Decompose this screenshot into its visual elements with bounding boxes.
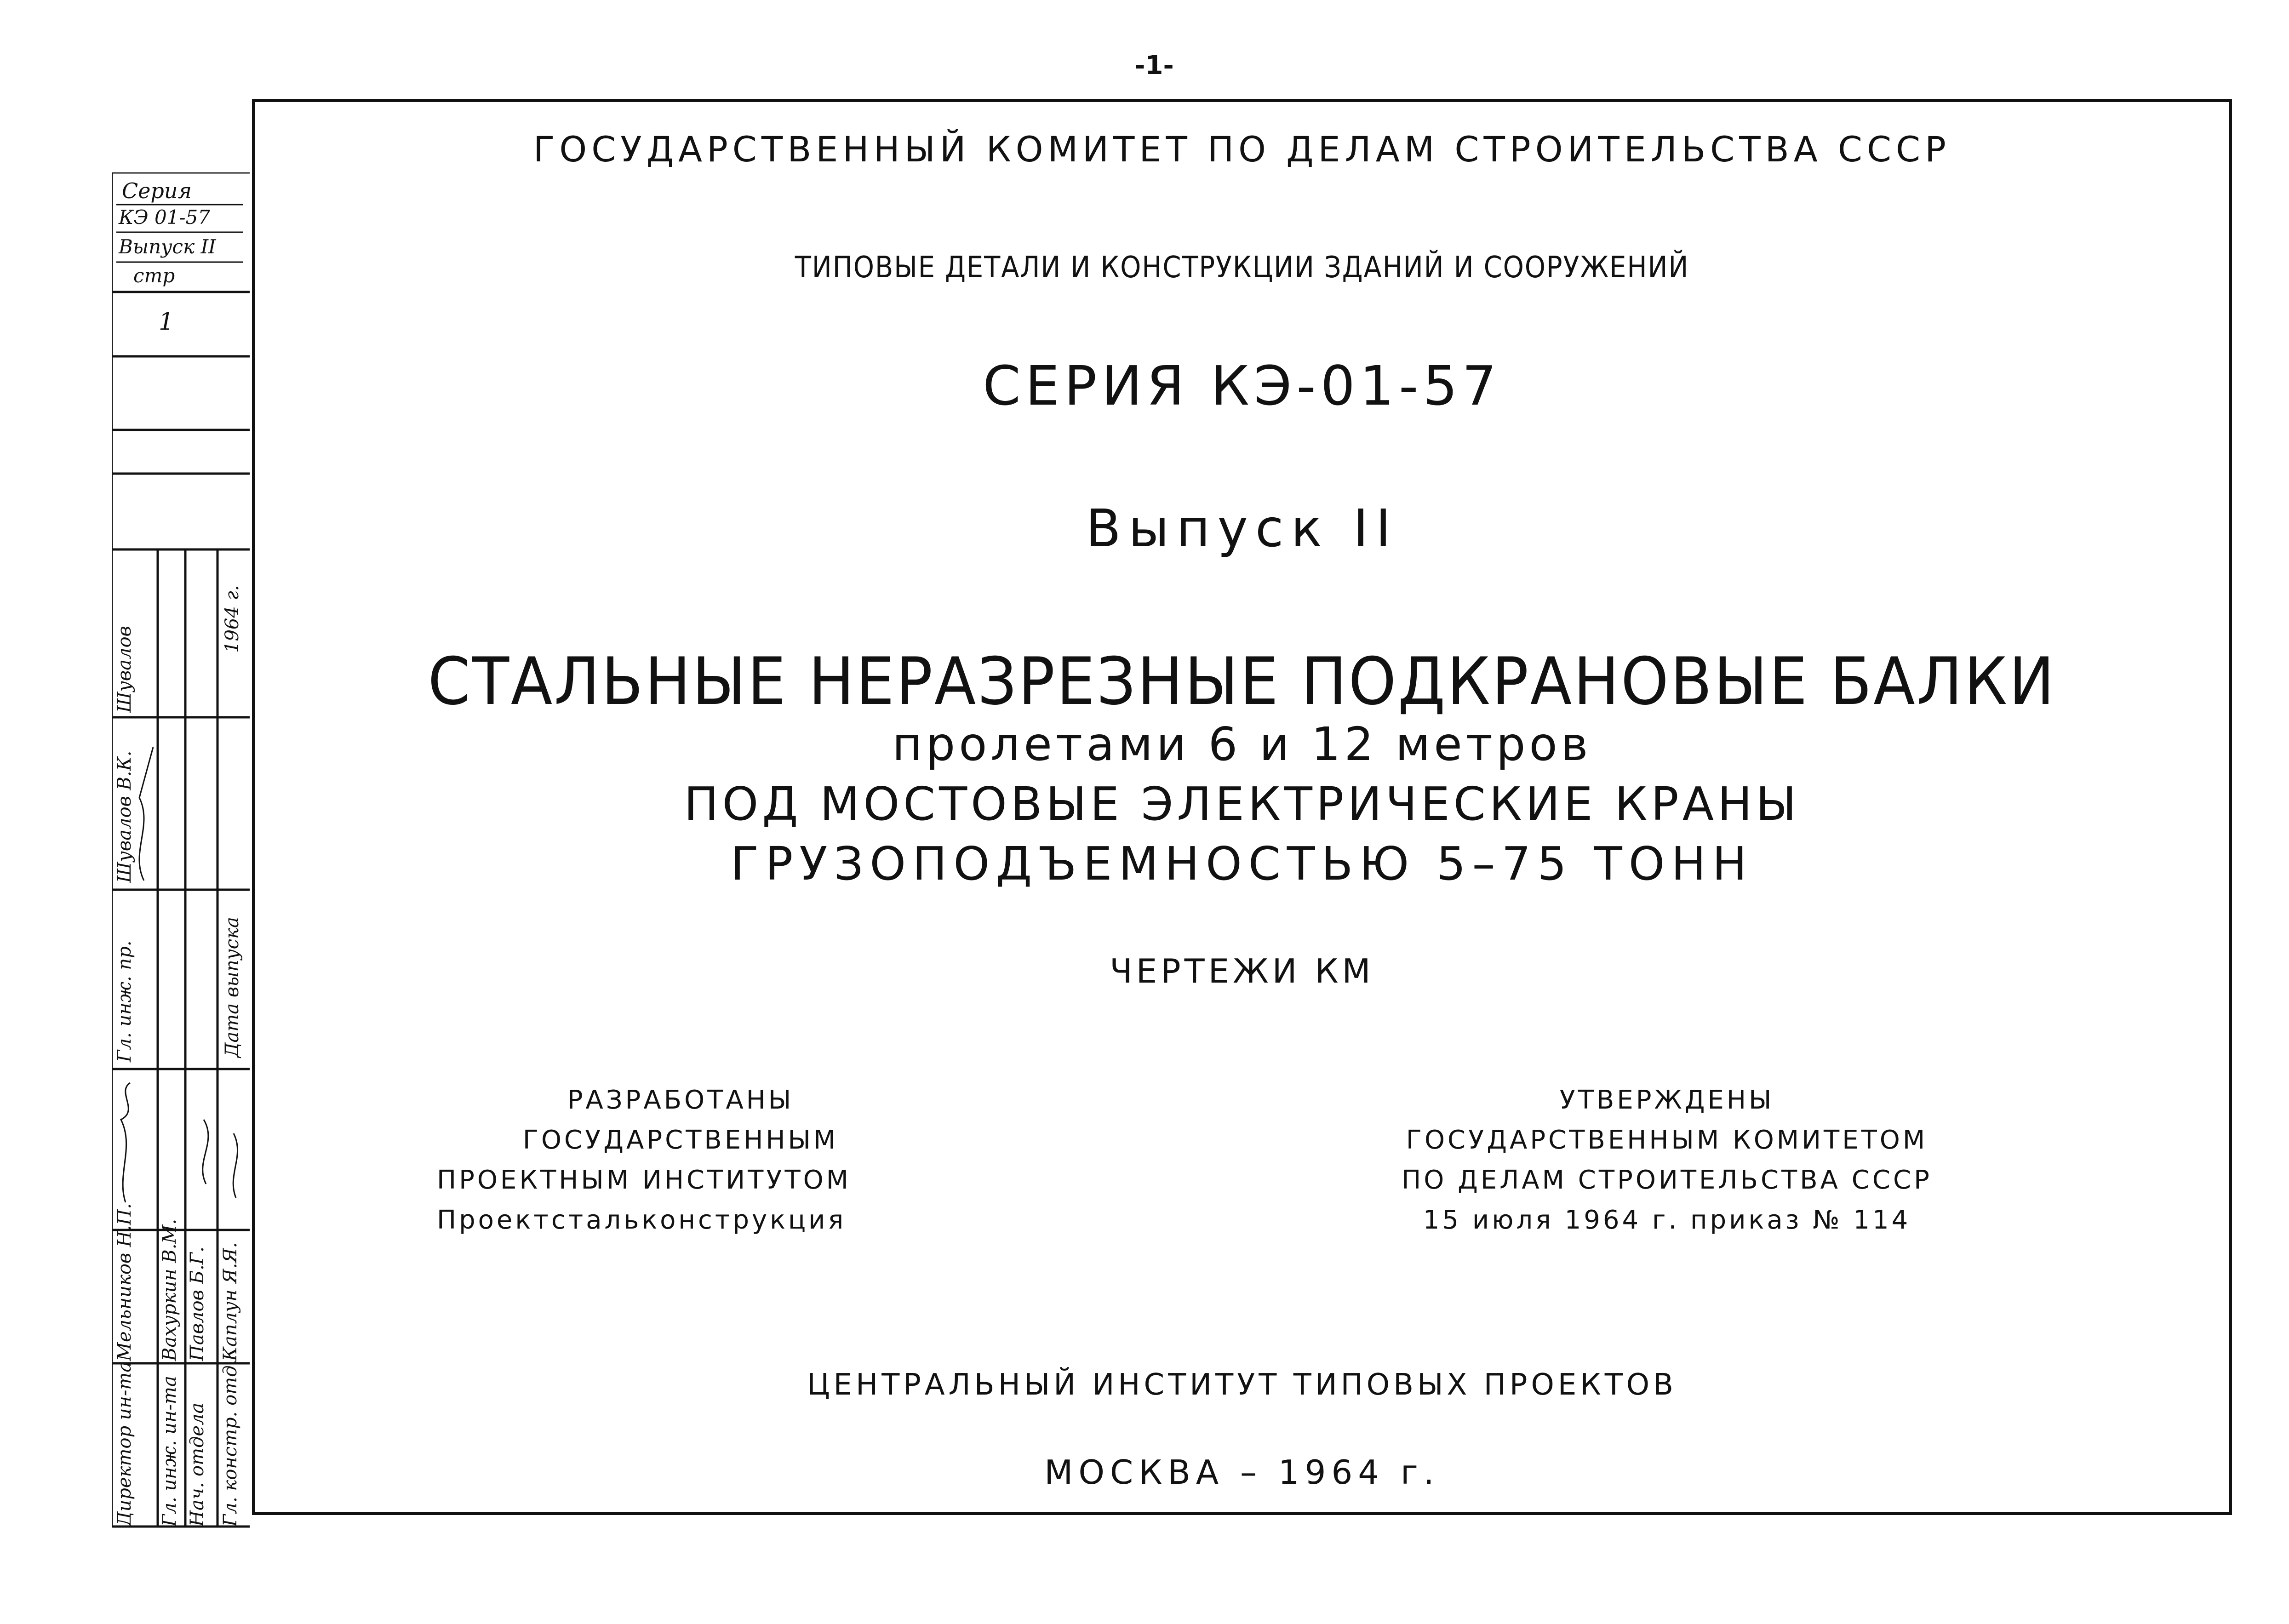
stamp-issue-date-value: 1964 г.	[222, 585, 243, 653]
issue-title: Выпуск II	[1086, 499, 1398, 559]
capacity-subtitle: ГРУЗОПОДЪЕМНОСТЬЮ 5–75 ТОНН	[731, 837, 1753, 891]
approved-block	[1361, 1085, 1973, 1245]
stamp-page-value: 1	[159, 308, 174, 336]
stamp-issue-date-label: Дата выпуска	[222, 917, 243, 1058]
developed-line-2: ГОСУДАРСТВЕННЫМ	[522, 1125, 839, 1155]
stamp-role-department-head: Нач. отдела	[187, 1402, 208, 1527]
signature-mark-pavlov	[203, 1120, 208, 1184]
signature-mark-kaplun	[233, 1133, 237, 1198]
stamp-chief-engineer-name: Шувалов В.К.	[114, 750, 135, 883]
approved-line-2: ГОСУДАРСТВЕННЫМ КОМИТЕТОМ	[1406, 1125, 1928, 1155]
stamp-series-value: КЭ 01-57	[119, 206, 211, 229]
stamp-name-pavlov: Павлов Б.Г.	[187, 1247, 208, 1361]
stamp-role-chief-engineer: Гл. инж. ин-та	[159, 1376, 180, 1527]
stamp-name-kaplun: Каплун Я.Я.	[220, 1242, 241, 1361]
city-year: МОСКВА – 1964 г.	[1044, 1453, 1440, 1492]
typical-details-heading: ТИПОВЫЕ ДЕТАЛИ И КОНСТРУКЦИИ ЗДАНИЙ И СООРУЖЕНИЙ	[795, 251, 1689, 285]
page-number: -1-	[1134, 51, 1174, 80]
signature-mark-chief	[139, 747, 153, 881]
drawings-label: ЧЕРТЕЖИ КМ	[1110, 952, 1374, 990]
stamp-issue-value: Выпуск II	[119, 235, 216, 258]
stamp-name-melnikov: Мельников Н.П.	[114, 1203, 135, 1361]
committee-heading: ГОСУДАРСТВЕННЫЙ КОМИТЕТ ПО ДЕЛАМ СТРОИТЕЛЬСТВА СССР	[533, 129, 1951, 170]
stamp-name-vakhurkin: Вахуркин В.М.	[159, 1218, 180, 1361]
signature-mark-director	[121, 1083, 130, 1202]
stamp-page-label: стр	[133, 264, 175, 287]
approved-line-3: ПО ДЕЛАМ СТРОИТЕЛЬСТВА СССР	[1402, 1165, 1932, 1195]
developed-block	[437, 1085, 924, 1245]
stamp-role-chief-designer: Гл. констр. отд.	[220, 1359, 241, 1527]
developed-line-4: Проектстальконструкция	[437, 1205, 847, 1235]
stamp-role-director: Директор ин-та	[114, 1361, 135, 1527]
spans-subtitle: пролетами 6 и 12 метров	[892, 717, 1592, 771]
approved-line-4: 15 июля 1964 г. приказ № 114	[1423, 1205, 1911, 1235]
cranes-subtitle: ПОД МОСТОВЫЕ ЭЛЕКТРИЧЕСКИЕ КРАНЫ	[684, 777, 1800, 831]
main-title: СТАЛЬНЫЕ НЕРАЗРЕЗНЫЕ ПОДКРАНОВЫЕ БАЛКИ	[428, 644, 2056, 720]
central-institute: ЦЕНТРАЛЬНЫЙ ИНСТИТУТ ТИПОВЫХ ПРОЕКТОВ	[807, 1368, 1677, 1402]
stamp-chief-engineer-signature: Шувалов	[114, 626, 135, 713]
developed-line-3: ПРОЕКТНЫМ ИНСТИТУТОМ	[437, 1165, 852, 1195]
approved-label: УТВЕРЖДЕНЫ	[1559, 1085, 1774, 1115]
stamp-series-label: Серия	[122, 178, 192, 203]
series-title: СЕРИЯ КЭ-01-57	[983, 354, 1501, 417]
stamp-chief-engineer-role: Гл. инж. пр.	[114, 940, 135, 1062]
developed-label: РАЗРАБОТАНЫ	[567, 1085, 794, 1115]
